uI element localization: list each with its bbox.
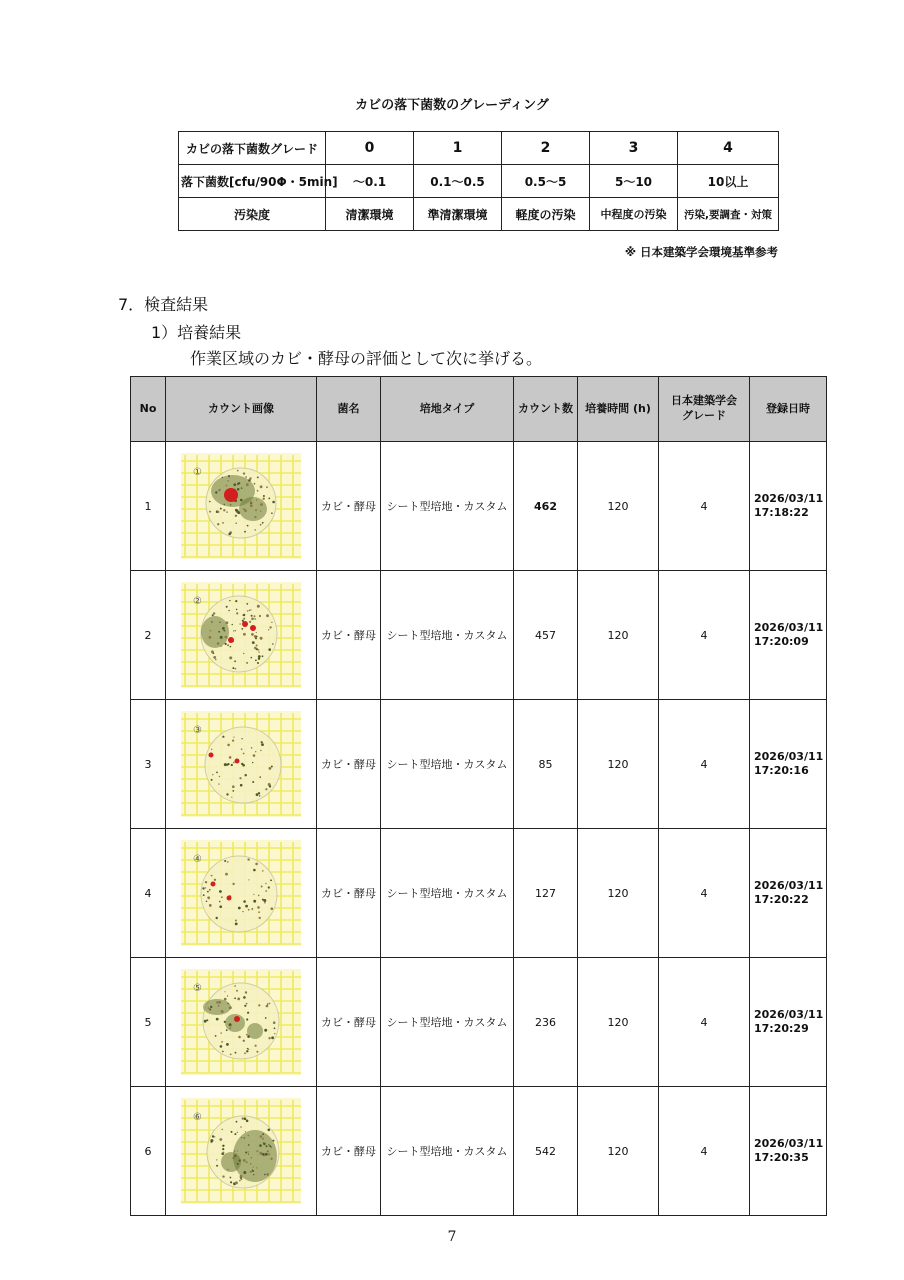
- col-header-date: 登録日時: [750, 377, 827, 442]
- table-row: [131, 1087, 827, 1216]
- row-hours: 120: [578, 442, 659, 571]
- row-date: [750, 829, 827, 958]
- row-image: [166, 958, 317, 1087]
- col-header-count: カウント数: [514, 377, 578, 442]
- col-header-organism: 菌名: [317, 377, 381, 442]
- grading-cell: 1: [414, 132, 502, 165]
- row-medium: シート型培地・カスタム: [381, 1087, 514, 1216]
- results-header-row: [131, 377, 827, 442]
- row-organism: カビ・酵母: [317, 700, 381, 829]
- row-grade: 4: [659, 829, 750, 958]
- row-hours: 120: [578, 1087, 659, 1216]
- plate-label: ④: [193, 854, 202, 865]
- row-hours: 120: [578, 571, 659, 700]
- row-organism: カビ・酵母: [317, 571, 381, 700]
- grading-row-count: [179, 165, 779, 198]
- plate-image: [177, 967, 305, 1077]
- row-no: 1: [131, 442, 166, 571]
- row-grade: 4: [659, 571, 750, 700]
- section-title: 7．検査結果: [118, 295, 209, 314]
- grading-cell: 5～10: [590, 165, 678, 198]
- row-count: 457: [514, 571, 578, 700]
- row-no: 3: [131, 700, 166, 829]
- plate-label: ①: [193, 467, 202, 478]
- row-image: [166, 829, 317, 958]
- grading-cell: 中程度の汚染: [590, 198, 678, 231]
- plate-image: [177, 838, 305, 948]
- plate-label: ③: [193, 725, 202, 736]
- row-medium: シート型培地・カスタム: [381, 571, 514, 700]
- row-no: 5: [131, 958, 166, 1087]
- row-medium: シート型培地・カスタム: [381, 829, 514, 958]
- row-count: 236: [514, 958, 578, 1087]
- row-count: 85: [514, 700, 578, 829]
- row-date-time: 17:20:29: [754, 1022, 809, 1035]
- row-grade: 4: [659, 958, 750, 1087]
- row-image: [166, 442, 317, 571]
- grading-note: ※ 日本建築学会環境基準参考: [624, 245, 778, 259]
- grading-cell: 落下菌数[cfu/90Φ・5min]: [179, 165, 326, 198]
- grading-cell: 0.1～0.5: [414, 165, 502, 198]
- row-date-time: 17:20:09: [754, 635, 809, 648]
- row-medium: シート型培地・カスタム: [381, 700, 514, 829]
- row-date: [750, 958, 827, 1087]
- row-medium: シート型培地・カスタム: [381, 958, 514, 1087]
- row-medium: シート型培地・カスタム: [381, 442, 514, 571]
- col-header-medium: 培地タイプ: [381, 377, 514, 442]
- row-date-day: 2026/03/11: [754, 749, 824, 763]
- row-organism: カビ・酵母: [317, 442, 381, 571]
- grading-cell: ～0.1: [326, 165, 414, 198]
- row-organism: カビ・酵母: [317, 829, 381, 958]
- col-header-no: No: [131, 377, 166, 442]
- row-date: [750, 571, 827, 700]
- col-header-hours: 培養時間 (h): [578, 377, 659, 442]
- row-no: 4: [131, 829, 166, 958]
- grading-cell: 準清潔環境: [414, 198, 502, 231]
- grading-cell: 4: [678, 132, 779, 165]
- results-table: [130, 376, 827, 1216]
- plate-image: [177, 451, 305, 561]
- grading-table: [178, 131, 779, 231]
- row-date-day: 2026/03/11: [754, 620, 824, 634]
- plate-image: [177, 1096, 305, 1206]
- plate-image: [177, 709, 305, 819]
- row-no: 2: [131, 571, 166, 700]
- row-grade: 4: [659, 1087, 750, 1216]
- table-row: [131, 700, 827, 829]
- row-date-day: 2026/03/11: [754, 1136, 824, 1150]
- row-date-day: 2026/03/11: [754, 491, 824, 505]
- section-subtitle: 1）培養結果: [151, 323, 242, 342]
- row-date-day: 2026/03/11: [754, 878, 824, 892]
- row-no: 6: [131, 1087, 166, 1216]
- table-row: [131, 958, 827, 1087]
- page-number: 7: [447, 1229, 457, 1245]
- row-hours: 120: [578, 700, 659, 829]
- row-image: [166, 700, 317, 829]
- results-body: [131, 442, 827, 1216]
- row-organism: カビ・酵母: [317, 1087, 381, 1216]
- row-count: 127: [514, 829, 578, 958]
- table-row: [131, 442, 827, 571]
- row-date-time: 17:18:22: [754, 506, 809, 519]
- row-hours: 120: [578, 829, 659, 958]
- grading-row-grade: [179, 132, 779, 165]
- col-header-grade: [659, 377, 750, 442]
- grading-cell: 汚染度: [179, 198, 326, 231]
- row-date-time: 17:20:35: [754, 1151, 809, 1164]
- col-header-grade-line2: グレード: [682, 409, 726, 422]
- row-date: [750, 700, 827, 829]
- table-row: [131, 571, 827, 700]
- col-header-grade-line1: 日本建築学会: [671, 394, 737, 408]
- grading-cell: 汚染,要調査・対策: [678, 198, 779, 231]
- grading-cell: 軽度の汚染: [502, 198, 590, 231]
- col-header-image: カウント画像: [166, 377, 317, 442]
- row-count: 542: [514, 1087, 578, 1216]
- plate-label: ⑤: [193, 983, 202, 994]
- plate-label: ⑥: [193, 1112, 202, 1123]
- row-grade: 4: [659, 442, 750, 571]
- row-grade: 4: [659, 700, 750, 829]
- row-count: 462: [514, 442, 578, 571]
- grading-cell: 清潔環境: [326, 198, 414, 231]
- grading-title: カビの落下菌数のグレーディング: [355, 98, 549, 113]
- row-date-day: 2026/03/11: [754, 1007, 824, 1021]
- row-date: [750, 442, 827, 571]
- grading-cell: 3: [590, 132, 678, 165]
- grading-row-contamination: [179, 198, 779, 231]
- grading-cell: 0: [326, 132, 414, 165]
- row-image: [166, 571, 317, 700]
- row-organism: カビ・酵母: [317, 958, 381, 1087]
- grading-cell: 2: [502, 132, 590, 165]
- row-date: [750, 1087, 827, 1216]
- table-row: [131, 829, 827, 958]
- grading-cell: カビの落下菌数グレード: [179, 132, 326, 165]
- section-description: 作業区域のカビ・酵母の評価として次に挙げる。: [190, 349, 543, 368]
- grading-cell: 0.5～5: [502, 165, 590, 198]
- grading-cell: 10以上: [678, 165, 779, 198]
- plate-image: [177, 580, 305, 690]
- row-hours: 120: [578, 958, 659, 1087]
- row-date-time: 17:20:16: [754, 764, 809, 777]
- row-date-time: 17:20:22: [754, 893, 809, 906]
- plate-label: ②: [193, 596, 202, 607]
- row-image: [166, 1087, 317, 1216]
